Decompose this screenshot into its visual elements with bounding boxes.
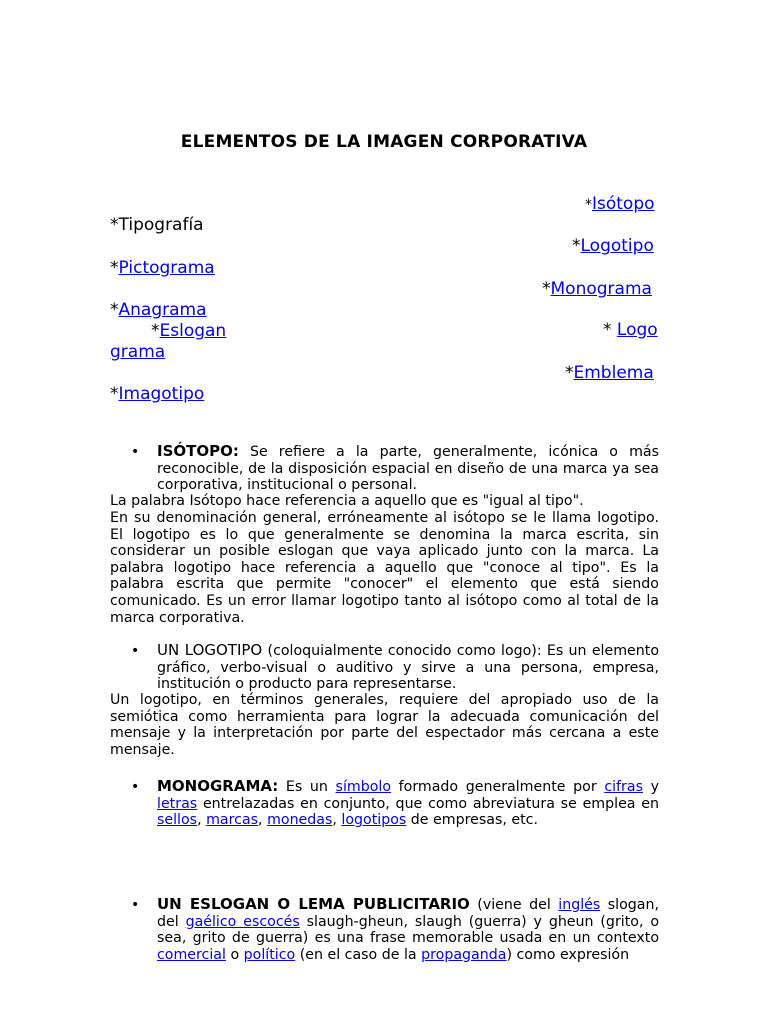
logotipo-definition: UN LOGOTIPO (coloquialmente conocido como logo): Es un elemento gráfico, verbo-visual o auditivo y sirve a una persona, empresa, institución o producto para representarse.: [157, 641, 659, 693]
isotopo-paragraph-2: En su denominación general, erróneamente al isótopo se le llama logotipo. El logotipo es lo que generalmente se denomina la marca escrita, sin considerar un posible eslogan que vaya aplicado junto con la marca. La palabra logotipo hace referencia a aquello que "conoce al tipo". Es la palabra escrita que permite "conocer" el elemento que está siendo comunicado. Es un error llamar logotipo tanto al isótopo como al total de la marca corporativa.: [110, 510, 659, 626]
menu-item-logo: * Logo: [603, 320, 658, 340]
isotopo-definition: ISÓTOPO: Se refiere a la parte, generalmente, icónica o más reconocible, de la disposición espacial en diseño de una marca ya sea corporativa, institucional o personal.: [157, 442, 659, 494]
bullet-icon: •: [131, 897, 140, 913]
link-emblema[interactable]: Emblema: [573, 363, 654, 383]
eslogan-heading: UN ESLOGAN O LEMA PUBLICITARIO: [157, 895, 470, 913]
menu-item-logotipo: *Logotipo: [572, 236, 704, 256]
menu-item-grama: [110, 342, 165, 362]
link-logotipos[interactable]: logotipos: [341, 812, 407, 829]
link-grama[interactable]: grama: [110, 342, 166, 362]
menu-item-eslogan: *Eslogan: [151, 321, 227, 341]
logotipo-heading: UN LOGOTIPO: [157, 641, 263, 659]
link-letras[interactable]: letras: [157, 795, 198, 812]
logotipo-paragraph: Un logotipo, en términos generales, requiere del apropiado uso de la semiótica como herramienta para lograr la adecuada comunicación del mensaje y la interpretación por parte del espectador más cercana a este mensaje.: [110, 692, 659, 758]
bullet-icon: •: [131, 643, 140, 659]
link-politico[interactable]: político: [243, 946, 296, 963]
menu-item-anagrama: *Anagrama: [110, 300, 207, 320]
link-cifras[interactable]: cifras: [604, 779, 643, 795]
menu-item-monograma: *Monograma: [542, 279, 709, 299]
isotopo-paragraph-1: La palabra Isótopo hace referencia a aquello que es "igual al tipo".: [110, 493, 584, 509]
menu-item-isotopo: *Isótopo: [585, 194, 685, 214]
link-monedas[interactable]: monedas: [267, 812, 333, 829]
link-marcas[interactable]: marcas: [206, 812, 259, 829]
isotopo-heading: ISÓTOPO:: [157, 442, 239, 460]
link-logo[interactable]: Logo: [616, 320, 658, 340]
monograma-definition: MONOGRAMA: Es un símbolo formado generalmente por cifras y letras entrelazadas en conjunto, que como abreviatura se emplea en sellos, marcas, monedas, logotipos de empresas, etc.: [157, 777, 660, 829]
link-comercial[interactable]: comercial: [157, 946, 226, 963]
link-gaelico-escoces[interactable]: gaélico escocés: [185, 913, 300, 930]
menu-item-tipografia: *Tipografía: [110, 215, 204, 235]
link-anagrama[interactable]: Anagrama: [118, 300, 207, 320]
link-sellos[interactable]: sellos: [157, 812, 198, 829]
link-isotopo[interactable]: Isótopo: [592, 194, 655, 214]
menu-item-emblema: *Emblema: [565, 363, 712, 383]
bullet-icon: •: [131, 779, 140, 795]
link-pictograma[interactable]: Pictograma: [118, 258, 215, 278]
eslogan-definition: UN ESLOGAN O LEMA PUBLICITARIO (viene del inglés slogan, del gaélico escocés slaugh-gheun, slaugh (guerra) y gheun (grito, o sea, grito de guerra) es una frase memorable usada en un contexto comercial o político (en el caso de la propaganda) como expresión: [157, 895, 660, 963]
menu-item-pictograma: *Pictograma: [110, 258, 215, 278]
link-monograma[interactable]: Monograma: [550, 279, 652, 299]
link-simbolo[interactable]: símbolo: [335, 779, 392, 795]
bullet-icon: •: [131, 444, 140, 460]
menu-item-imagotipo: *Imagotipo: [110, 384, 205, 404]
monograma-heading: MONOGRAMA:: [157, 777, 279, 795]
link-propaganda[interactable]: propaganda: [421, 946, 507, 963]
link-ingles[interactable]: inglés: [558, 897, 601, 913]
link-logotipo[interactable]: Logotipo: [580, 236, 654, 256]
page-title: ELEMENTOS DE LA IMAGEN CORPORATIVA: [180, 132, 588, 152]
link-eslogan[interactable]: Eslogan: [159, 321, 227, 341]
link-imagotipo[interactable]: Imagotipo: [118, 384, 205, 404]
